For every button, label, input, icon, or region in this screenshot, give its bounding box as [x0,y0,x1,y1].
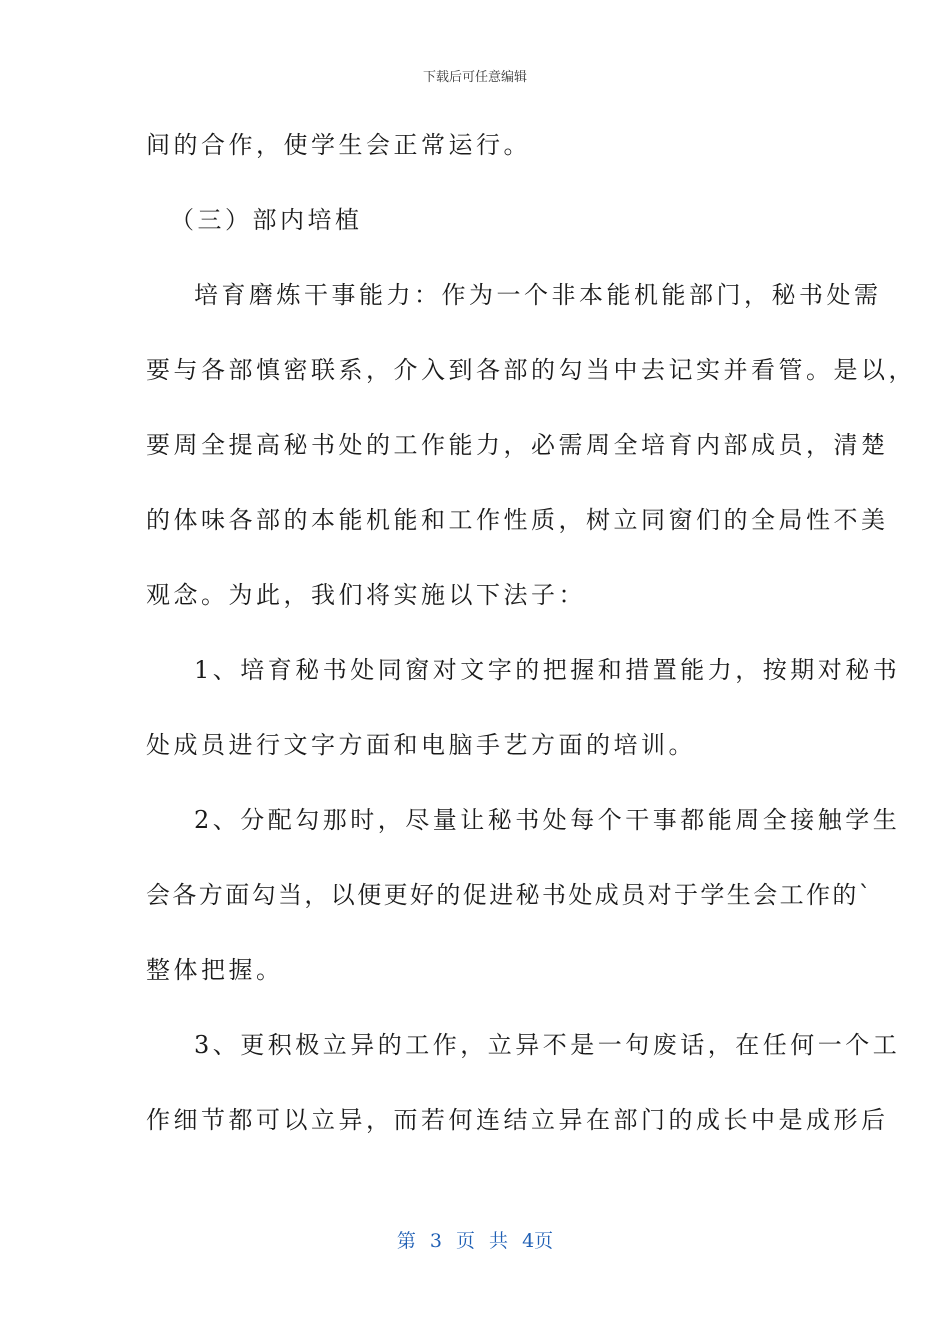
body-line: 间的合作，使学生会正常运行。 [146,131,531,159]
body-line: 观念。为此，我们将实施以下法子： [146,581,586,609]
page-header-note: 下载后可任意编辑 [422,70,527,85]
section-heading: （三）部内培植 [170,206,363,234]
list-item-line: 3、更积极立异的工作，立异不是一句废话，在任何一个工 [194,1031,901,1059]
list-item-line: 会各方面勾当，以便更好的促进秘书处成员对于学生会工作的` [146,881,874,909]
list-item-line: 整体把握。 [146,956,284,984]
list-item-line: 处成员进行文字方面和电脑手艺方面的培训。 [146,731,696,759]
list-item-line: 1、培育秘书处同窗对文字的把握和措置能力，按期对秘书 [194,656,901,684]
body-line: 的体味各部的本能机能和工作性质，树立同窗们的全局性不美 [146,506,889,534]
body-line: 培育磨炼干事能力：作为一个非本能机能部门，秘书处需 [194,281,882,309]
list-item-line: 2、分配勾那时，尽量让秘书处每个干事都能周全接触学生 [194,806,901,834]
list-item-line: 作细节都可以立异，而若何连结立异在部门的成长中是成形后 [146,1106,889,1134]
body-line: 要周全提高秘书处的工作能力，必需周全培育内部成员，清楚 [146,431,889,459]
body-line: 要与各部慎密联系，介入到各部的勾当中去记实并看管。是以， [146,356,916,384]
page-number-footer: 第 3 页 共 4页 [396,1230,554,1252]
